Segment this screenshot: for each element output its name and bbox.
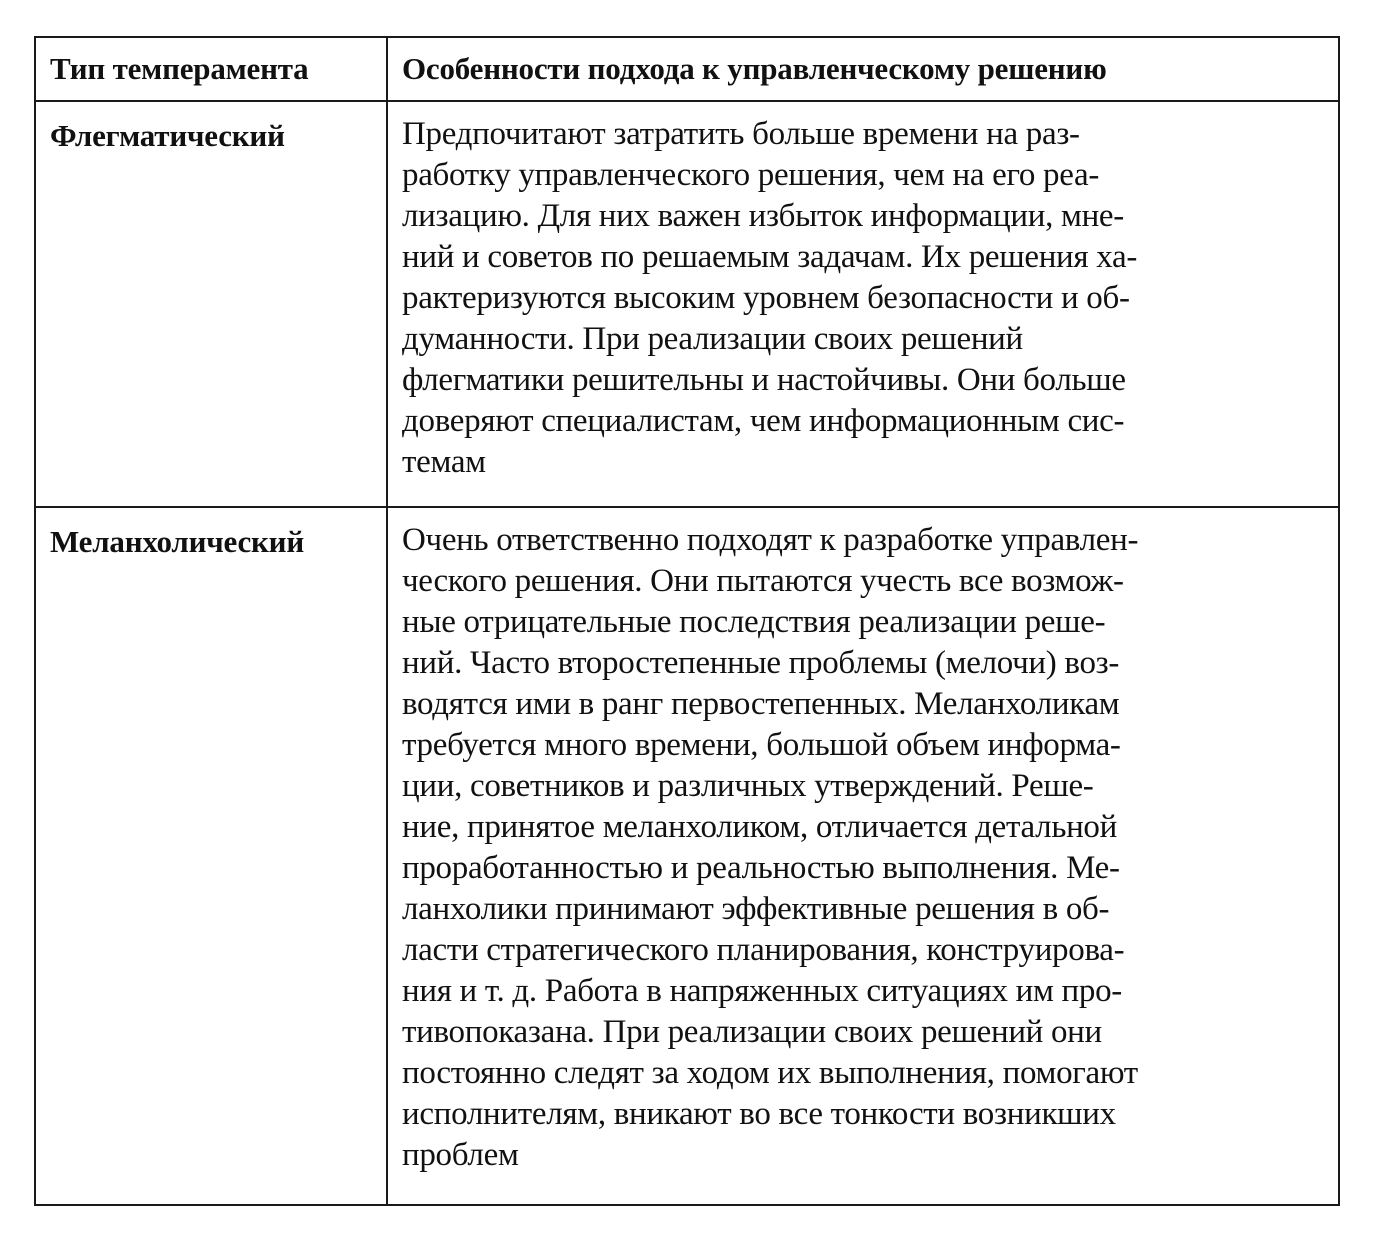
description-line: ласти стратегического планирования, конструирова- (402, 932, 1125, 968)
description-line: водятся ими в ранг первостепенных. Меланхоликам (402, 686, 1120, 722)
temperament-description (387, 101, 1339, 507)
description-line: требуется много времени, большой объем информа- (402, 727, 1121, 763)
description-line: Очень ответственно подходят к разработке управлен- (402, 522, 1139, 558)
description-line: думанности. При реализации своих решений (402, 321, 1023, 357)
temperament-description (387, 507, 1339, 1205)
table-header-row (35, 37, 1339, 101)
description-line: ческого решения. Они пытаются учесть все возмож- (402, 563, 1124, 599)
description-line: тивопоказана. При реализации своих решений они (402, 1014, 1102, 1050)
table-row (35, 507, 1339, 1205)
header-decision-approach: Особенности подхода к управленческому решению (387, 37, 1339, 101)
description-line: ции, советников и различных утверждений. Реше- (402, 768, 1094, 804)
description-line: ний и советов по решаемым задачам. Их решения ха- (402, 239, 1138, 275)
description-line: проработанностью и реальностью выполнения. Ме- (402, 850, 1120, 886)
description-line: Предпочитают затратить больше времени на раз- (402, 116, 1080, 152)
temperament-table (34, 36, 1340, 1206)
temperament-name: Меланхолический (35, 507, 387, 1205)
description-line: ние, принятое меланхоликом, отличается детальной (402, 809, 1117, 845)
description-line: темам (402, 444, 486, 480)
description-line: ные отрицательные последствия реализации реше- (402, 604, 1106, 640)
description-line: рактеризуются высоким уровнем безопасности и об- (402, 280, 1130, 316)
header-temperament-type: Тип темперамента (35, 37, 387, 101)
description-line: исполнителям, вникают во все тонкости возникших (402, 1096, 1116, 1132)
description-line: постоянно следят за ходом их выполнения, помогают (402, 1055, 1138, 1091)
description-line: ний. Часто второстепенные проблемы (мелочи) воз- (402, 645, 1120, 681)
description-line: ния и т. д. Работа в напряженных ситуациях им про- (402, 973, 1122, 1009)
description-line: лизацию. Для них важен избыток информации, мне- (402, 198, 1124, 234)
description-line: ланхолики принимают эффективные решения в об- (402, 891, 1110, 927)
description-line: флегматики решительны и настойчивы. Они больше (402, 362, 1126, 398)
description-line: работку управленческого решения, чем на его реа- (402, 157, 1100, 193)
table-row (35, 101, 1339, 507)
temperament-name: Флегматический (35, 101, 387, 507)
description-line: проблем (402, 1137, 519, 1173)
description-line: доверяют специалистам, чем информационным сис- (402, 403, 1125, 439)
